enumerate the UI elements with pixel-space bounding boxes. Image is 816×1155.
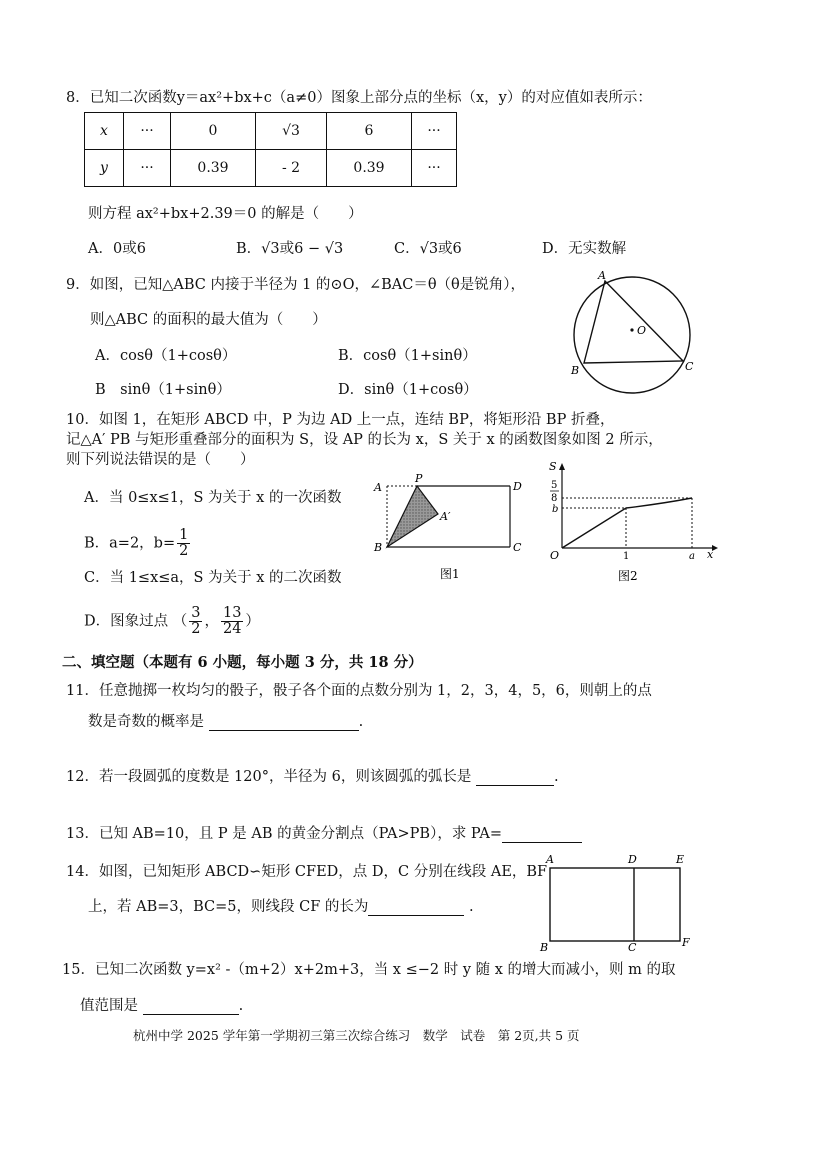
q10-option-d — [84, 606, 260, 637]
label-5: 5 — [551, 480, 558, 491]
fraction — [189, 606, 202, 637]
table-cell: ··· — [124, 150, 171, 187]
q9-option-d: D．sinθ（1+cosθ） — [338, 382, 478, 398]
q10-line1: 10．如图 1，在矩形 ABCD 中，P 为边 AD 上一点，连结 BP，将矩形沿 BP 折叠， — [66, 412, 615, 428]
q9-question: 则△ABC 的面积的最大值为（ ） — [90, 312, 327, 328]
q12-text: 12．若一段圆弧的度数是 120°，半径为 6，则该圆弧的弧长是 — [66, 769, 472, 785]
page-footer: 杭州中学 2025 学年第一学期初三第三次综合练习 数学 试卷 第 2页,共 5 页 — [133, 1028, 580, 1043]
q14-line1: 14．如图，已知矩形 ABCD∽矩形 CFED，点 D，C 分别在线段 AE，BF — [66, 864, 548, 880]
table-row-x — [85, 113, 457, 150]
fraction-num: 1 — [179, 527, 189, 543]
table-cell: ··· — [412, 113, 457, 150]
label-b: B — [571, 364, 580, 377]
q10-figure-2 — [540, 458, 720, 588]
label-c: C — [685, 360, 694, 373]
q12-end: . — [553, 769, 559, 785]
label-a: A — [546, 853, 554, 866]
q15-line1: 15．已知二次函数 y=x² -（m+2）x+2m+3，当 x ≤−2 时 y 随 x 的增大而减小，则 m 的取 — [62, 962, 676, 978]
q11-line1: 11．任意抛掷一枚均匀的骰子，骰子各个面的点数分别为 1，2，3，4，5，6，则朝上的点 — [66, 683, 652, 699]
q9-option-b: B．cosθ（1+sinθ） — [338, 348, 477, 364]
q8-option-d: D．无实数解 — [542, 241, 627, 257]
label-origin: O — [550, 549, 560, 562]
q11-line2 — [88, 710, 363, 731]
fraction-den: 2 — [179, 543, 189, 560]
q8-question: 则方程 ax²+bx+2.39＝0 的解是（ ） — [88, 206, 363, 222]
q10-line3: 则下列说法错误的是（ ） — [66, 452, 255, 468]
q8-option-b: B．√3或6 − √3 — [236, 241, 344, 257]
q14-answer-blank[interactable] — [368, 899, 464, 916]
function-curve — [562, 498, 692, 548]
fraction-num: 13 — [222, 605, 242, 621]
q15-end: . — [238, 998, 244, 1014]
label-b: b — [552, 504, 559, 515]
q11-text: 数是奇数的概率是 — [88, 714, 204, 730]
q10-figure-1 — [370, 470, 530, 585]
q8-option-a: A．0或6 — [88, 241, 146, 257]
label-1: 1 — [623, 551, 630, 562]
q13-line — [66, 822, 582, 843]
q8-stem: 8．已知二次函数y＝ax²+bx+c（a≠0）图象上部分点的坐标（x，y）的对应值如表所示： — [66, 90, 652, 106]
label-d: D — [513, 480, 522, 493]
fraction-den: 24 — [222, 621, 242, 638]
fraction — [177, 528, 190, 559]
fraction-num: 3 — [191, 605, 201, 621]
label-a: A — [374, 481, 382, 494]
q15-answer-blank[interactable] — [143, 998, 239, 1015]
q9-option-c: B sinθ（1+sinθ） — [95, 382, 231, 398]
q14-end: . — [469, 899, 474, 915]
center-point — [630, 328, 633, 331]
option-d-suffix: ） — [245, 613, 260, 630]
q9-option-a: A．cosθ（1+cosθ） — [95, 348, 237, 364]
label-e: E — [676, 853, 685, 866]
q10-line2: 记△A′ PB 与矩形重叠部分的面积为 S，设 AP 的长为 x，S 关于 x 的函数图象如图 2 所示， — [66, 432, 663, 448]
q11-answer-blank[interactable] — [209, 714, 359, 731]
q14-text: 上，若 AB=3，BC=5，则线段 CF 的长为 — [88, 899, 369, 915]
label-c: C — [513, 541, 522, 554]
table-cell: - 2 — [256, 150, 327, 187]
label-d: D — [628, 853, 637, 866]
q13-answer-blank[interactable] — [502, 826, 582, 843]
q13-text: 13．已知 AB=10，且 P 是 AB 的黄金分割点（PA>PB），求 PA= — [66, 826, 502, 842]
option-b-text: B．a=2，b= — [84, 535, 176, 552]
q8-option-c: C．√3或6 — [394, 241, 462, 257]
q8-table — [84, 112, 457, 187]
label-a: A — [598, 269, 606, 282]
fraction-den: 2 — [191, 621, 201, 638]
label-8: 8 — [551, 493, 558, 504]
overlap-region — [387, 486, 438, 547]
label-x: x — [707, 548, 714, 561]
q9-stem: 9．如图，已知△ABC 内接于半径为 1 的⊙O，∠BAC＝θ（θ是锐角）， — [66, 277, 526, 293]
q15-text: 值范围是 — [80, 998, 138, 1014]
triangle-abc — [584, 281, 683, 363]
figure-2-caption: 图2 — [618, 569, 638, 583]
table-cell: 0 — [171, 113, 256, 150]
table-cell: 0.39 — [171, 150, 256, 187]
table-cell: ··· — [412, 150, 457, 187]
figure-1-caption: 图1 — [440, 567, 460, 581]
section-2-title: 二、填空题（本题有 6 小题，每小题 3 分，共 18 分） — [62, 654, 423, 671]
label-a-prime: A′ — [440, 510, 451, 523]
label-p: P — [415, 472, 423, 485]
label-f: F — [682, 936, 690, 949]
q14-line2 — [88, 895, 474, 916]
table-cell: x — [85, 113, 124, 150]
fraction — [221, 606, 243, 637]
q9-circle-figure — [565, 268, 700, 403]
q10-option-a: A．当 0≤x≤1，S 为关于 x 的一次函数 — [84, 490, 342, 506]
table-cell: 0.39 — [327, 150, 412, 187]
q15-line2 — [80, 994, 243, 1015]
q10-option-b — [84, 528, 192, 559]
table-cell: ··· — [124, 113, 171, 150]
table-row-y — [85, 150, 457, 187]
q12-line — [66, 765, 559, 786]
label-o: O — [637, 324, 647, 337]
table-cell: y — [85, 150, 124, 187]
outer-rectangle — [550, 868, 680, 941]
q10-option-c: C．当 1≤x≤a，S 为关于 x 的二次函数 — [84, 570, 342, 586]
q12-answer-blank[interactable] — [476, 769, 554, 786]
label-a: a — [689, 551, 695, 562]
table-cell: √3 — [256, 113, 327, 150]
label-s: S — [549, 460, 557, 473]
y-axis-arrow — [559, 463, 565, 470]
q14-rectangles-figure — [536, 848, 696, 953]
option-d-text: D．图象过点 （ — [84, 613, 188, 630]
label-c: C — [628, 941, 637, 953]
q11-end: . — [358, 714, 364, 730]
label-b: B — [540, 941, 549, 953]
table-cell: 6 — [327, 113, 412, 150]
option-d-sep: ， — [204, 613, 219, 630]
label-b: B — [374, 541, 383, 554]
